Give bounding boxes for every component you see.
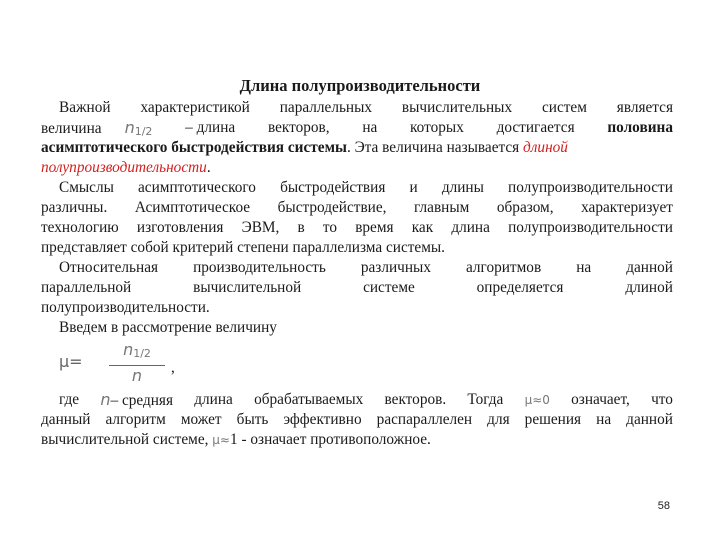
n-half-symbol: n <box>124 118 135 137</box>
slide-title: Длина полупроизводительности <box>239 76 481 95</box>
mu-formula: μ= n1/2 n , <box>59 340 175 385</box>
mu-equals: μ= <box>59 352 83 371</box>
p1-line1: Важной характеристикой параллельных вычислительных систем является <box>59 99 673 116</box>
red-term-1: длиной <box>523 139 568 156</box>
mu-approx-zero: μ≈0 <box>524 393 550 407</box>
p1-line3: асимптотического быстродействия системы. Эта величина называется длиной <box>41 139 568 156</box>
fraction <box>109 340 165 387</box>
p2-line1: Смыслы асимптотического быстродействия и длины полупроизводительности <box>59 179 673 196</box>
p5-line1: где n– средняя длина обрабатываемых векторов. Тогда μ≈0 означает, что <box>59 390 673 409</box>
fraction-numerator: n1/2 <box>123 340 151 360</box>
fraction-denominator: n <box>131 366 143 385</box>
p3-line1: Относительная производительность различных алгоритмов на данной <box>59 259 673 276</box>
p2-line2: различны. Асимптотическое быстродействие, главным образом, характеризует <box>41 199 673 216</box>
p2-line3: технологию изготовления ЭВМ, в то время как длина полупроизводительности <box>41 219 673 236</box>
p1-line2: величина n1/2 – длина векторов, на которых достигается половина <box>41 118 673 138</box>
p5-line2: данный алгоритм может быть эффективно распараллелен для решения на данной <box>41 411 673 428</box>
p3-line3: полупроизводительности. <box>41 299 210 316</box>
mu-approx-one: μ≈ <box>212 433 230 447</box>
p4-line1: Введем в рассмотрение величину <box>59 319 277 336</box>
p2-line4: представляет собой критерий степени параллелизма системы. <box>41 239 446 256</box>
page-number: 58 <box>657 500 670 512</box>
p5-line3: вычислительной системе, μ≈1 - означает противоположное. <box>41 431 431 448</box>
red-term-2: полупроизводительности <box>41 159 207 176</box>
slide-body <box>41 98 673 450</box>
p3-line2: параллельной вычислительной системе определяется длиной <box>41 279 673 296</box>
p1-line4: полупроизводительности. <box>41 159 211 176</box>
